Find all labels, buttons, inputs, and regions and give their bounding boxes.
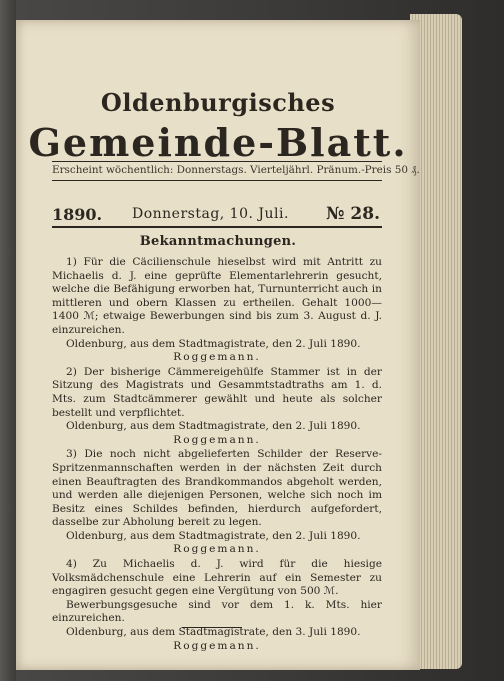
closing-rule	[182, 627, 242, 628]
notice-signer: Roggemann.	[173, 433, 261, 446]
notice-signer: Roggemann.	[173, 639, 261, 652]
notices	[52, 256, 382, 654]
newspaper-page	[16, 20, 420, 670]
notice-text: 1) Für die Cäcilienschule hieselbst wird mit Antritt zu Michaelis d. J. eine geprüfte Elementarlehrerin gesucht, welche die Befähigung erworben hat, Turnunterricht auch in mittleren und obern Klassen zu ertheilen. Gehalt 1000—1400 ℳ; etwaige Bewerbungen sind bis zum 3. August d. J. einzureichen.	[52, 256, 382, 336]
notice-place: Oldenburg, aus dem Stadtmagistrate, den 2. Juli 1890.	[66, 529, 361, 542]
rule-top	[52, 161, 382, 162]
rule-under-dateline	[52, 226, 382, 228]
notice-text: 4) Zu Michaelis d. J. wird für die hiesige Volksmädchenschule eine Lehrerin auf ein Semester zu engagiren gesucht gegen eine Vergütung von 500 ℳ.	[52, 558, 382, 598]
notice-place: Oldenburg, aus dem Stadtmagistrate, den 2. Juli 1890.	[66, 337, 361, 350]
notice-place: Oldenburg, aus dem Stadtmagistrate, den 2. Juli 1890.	[66, 420, 361, 433]
publication-info: Erscheint wöchentlich: Donnerstags. Vierteljährl. Pränum.-Preis 50 ₰.	[52, 164, 420, 176]
notice-text: 2) Der bisherige Cämmereigehülfe Stammer ist in der Sitzung des Magistrats und Gesammtstadtraths am 1. d. Mts. zum Stadtcämmerer gewählt und heute als solcher bestellt und verpflichtet.	[52, 365, 382, 419]
issue-date: Donnerstag, 10. Juli.	[132, 206, 289, 222]
notice-place: Oldenburg, aus dem Stadtmagistrate, den 3. Juli 1890.	[66, 626, 361, 639]
masthead-line-1: Oldenburgisches	[100, 88, 336, 117]
book-spine	[0, 0, 16, 681]
rule-under-info	[52, 180, 382, 181]
notice-text-continued: Bewerbungsgesuche sind vor dem 1. k. Mts. hier einzureichen.	[52, 598, 382, 625]
issue-dateline	[52, 205, 382, 227]
notice-text: 3) Die noch nicht abgelieferten Schilder der Reserve-Spritzenmannschaften werden in der nächsten Zeit durch einen Beauftragten des Brandkommandos abgeholt werden, und werden alle diejenigen Personen, welche sich noch im Besitz eines Schildes befinden, hierdurch aufgefordert, dasselbe zur Abholung bereit zu legen.	[52, 448, 382, 529]
section-title: Bekanntmachungen.	[139, 234, 297, 249]
notice-signer: Roggemann.	[173, 543, 261, 556]
masthead-title: Gemeinde-Blatt.	[28, 120, 408, 165]
issue-number: № 28.	[326, 204, 380, 224]
notice-signer: Roggemann.	[173, 351, 261, 364]
issue-year: 1890.	[52, 205, 103, 224]
